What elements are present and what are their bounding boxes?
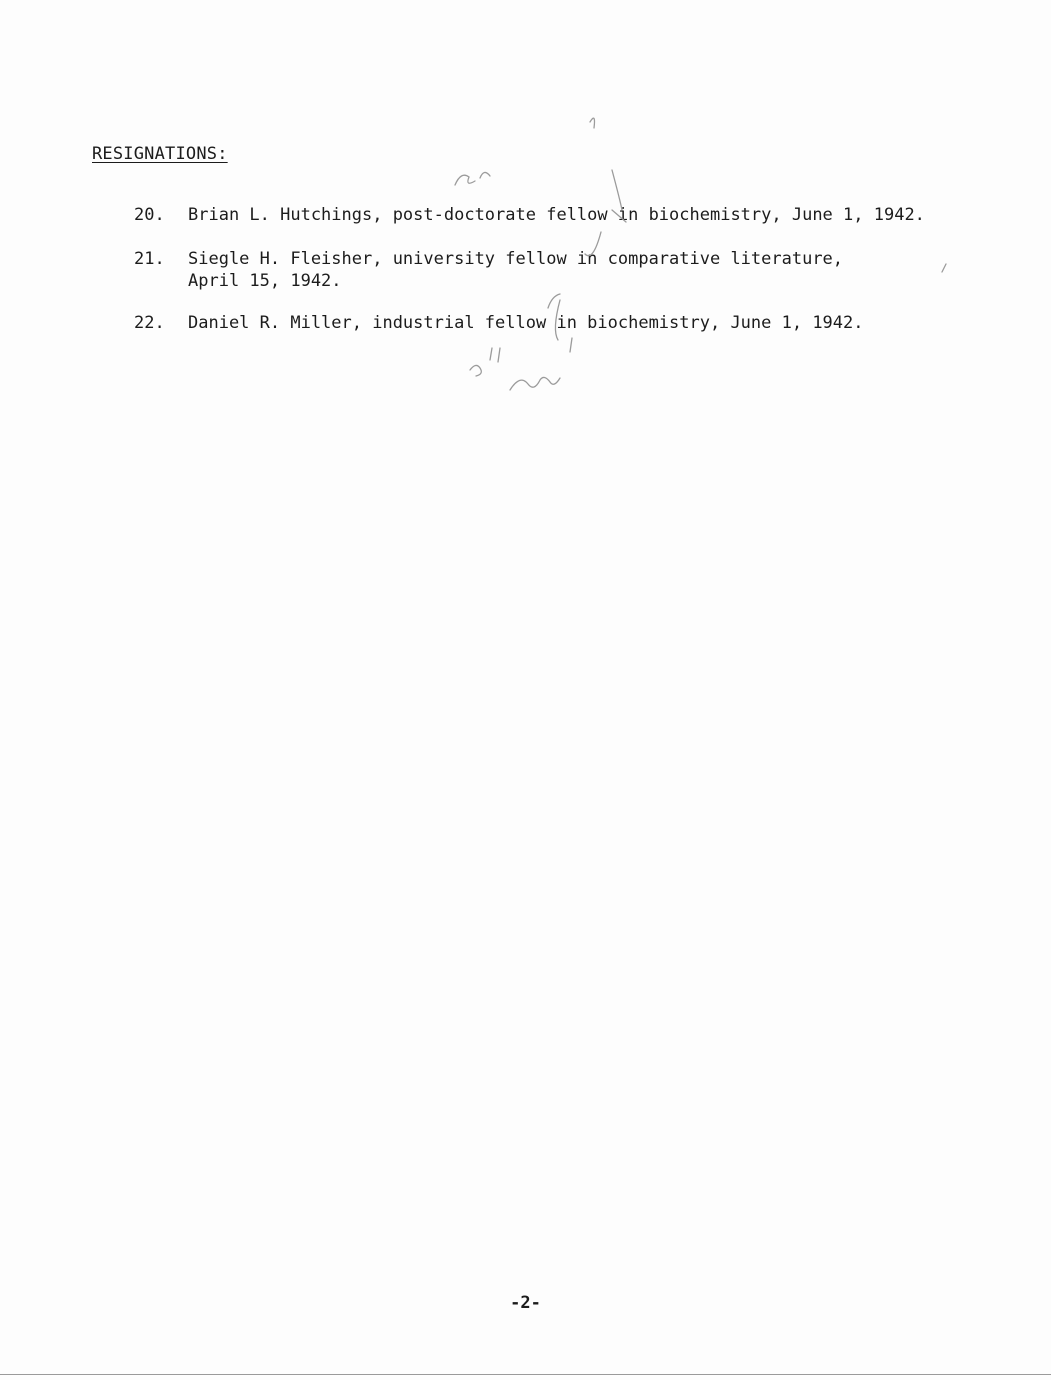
item-text-continued: April 15, 1942. [188,271,342,291]
item-number: 22. [134,313,165,333]
item-text: Siegle H. Fleisher, university fellow in comparative literature, [188,249,844,269]
item-number: 21. [134,249,165,269]
page-number: -2- [510,1293,541,1313]
item-text: Daniel R. Miller, industrial fellow in biochemistry, June 1, 1942. [188,313,864,333]
item-text: Brian L. Hutchings, post-doctorate fellow in biochemistry, June 1, 1942. [188,205,925,225]
section-heading: RESIGNATIONS: [92,144,228,164]
item-number: 20. [134,205,165,225]
page-edge-rule [0,1374,1051,1375]
